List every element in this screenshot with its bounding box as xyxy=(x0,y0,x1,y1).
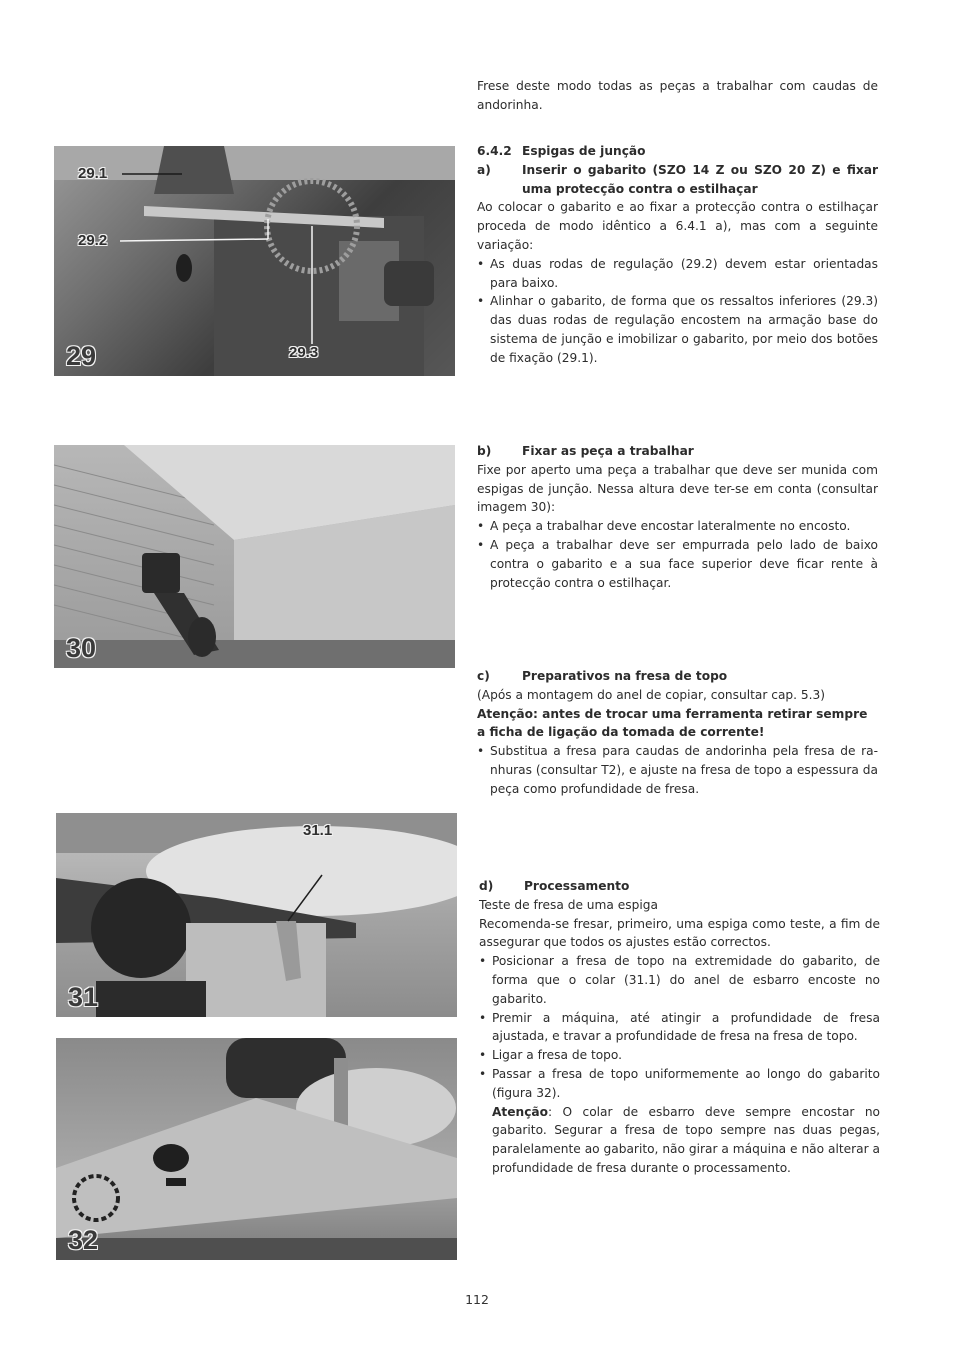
figure-31-photo xyxy=(56,813,457,1017)
callout-29-2: 29.2 xyxy=(78,232,108,249)
figure-32-photo xyxy=(56,1038,457,1260)
list-item: • As duas rodas de regulação (29.2) devem estar orientadas para baixo. xyxy=(477,255,878,293)
section-b-title: Fixar as peça a trabalhar xyxy=(522,444,694,458)
list-item: • Substitua a fresa para caudas de andorinha pela fresa de ranhuras (consultar T2), e ajuste na fresa de topo a espessura da peça como profundidade de fresa. xyxy=(477,742,878,798)
figure-32-number: 32 xyxy=(68,1225,99,1255)
figure-29-number: 29 xyxy=(66,341,97,371)
figure-30-number: 30 xyxy=(66,633,97,663)
intro-text: Frese deste modo todas as peças a trabalhar com caudas de andorinha. xyxy=(477,79,878,112)
section-b-intro: Fixe por aperto uma peça a trabalhar que deve ser munida com espigas de junção. Nessa altura deve ter-se em conta (consultar imagem 30): xyxy=(477,462,878,515)
section-d xyxy=(479,877,880,1178)
section-c-heading xyxy=(477,667,878,686)
section-642-a-label: a) xyxy=(477,162,491,177)
section-642-a-title: Inserir o gabarito (SZO 14 Z ou SZO 20 Z) e fixar uma protecção contra o estilhaçar xyxy=(522,162,878,196)
section-d-heading xyxy=(479,877,880,896)
list-item: • A peça a trabalhar deve encostar lateralmente no encosto. xyxy=(477,517,878,536)
section-d-attention-text: : O colar de esbarro deve sempre encostar no gabarito. Segurar a fresa de topo sempre nas duas pegas, paralelamente ao gabarito, não girar a máquina e não alterar a profundidade de fresa durante o processamento. xyxy=(492,1104,880,1175)
list-item: • Posicionar a fresa de topo na extremidade do gabarito, de forma que o colar (31.1) do anel de esbarro encoste no gabarito. xyxy=(479,952,880,1008)
list-item: • Ligar a fresa de topo. xyxy=(479,1046,880,1065)
list-item: • Premir a máquina, até atingir a profundidade de fresa ajustada, e travar a profundidade de fresa na fresa de topo. xyxy=(479,1009,880,1047)
section-642-intro: Ao colocar o gabarito e ao fixar a protecção contra o estilhaçar proceda de modo idêntico a 6.4.1 a), mas com a seguinte variação: xyxy=(477,200,878,252)
figure-29-drawing xyxy=(54,146,455,376)
section-d-line1: Teste de fresa de uma espiga xyxy=(479,897,658,912)
section-b-label: b) xyxy=(477,444,492,458)
section-c-title: Preparativos na fresa de topo xyxy=(522,669,728,683)
figure-32-drawing xyxy=(56,1038,457,1260)
section-c xyxy=(477,667,878,799)
figure-30-drawing xyxy=(54,445,455,668)
section-642 xyxy=(477,142,878,368)
section-c-note: (Após a montagem do anel de copiar, consultar cap. 5.3) xyxy=(477,687,826,702)
list-item: • Passar a fresa de topo uniformemente ao longo do gabarito (figura 32). xyxy=(479,1065,880,1103)
callout-29-3: 29.3 xyxy=(289,344,319,361)
section-642-heading xyxy=(477,142,878,161)
section-d-bullets xyxy=(479,952,880,1102)
page-number: 112 xyxy=(465,1292,489,1307)
figure-29-photo xyxy=(54,146,455,376)
section-c-bullets xyxy=(477,742,878,798)
section-b xyxy=(477,442,878,592)
section-c-warning: Atenção: antes de trocar uma ferramenta retirar sempre a ficha de ligação da tomada de corrente! xyxy=(477,706,868,740)
section-d-title: Processamento xyxy=(524,879,630,893)
section-642-title: Espigas de junção xyxy=(522,144,646,158)
section-d-label: d) xyxy=(479,879,494,893)
list-item: • A peça a trabalhar deve ser empurrada pelo lado de baixo contra o gabarito e a sua face superior deve ficar rente à protecção contra o estilhaçar. xyxy=(477,536,878,592)
figure-31-drawing xyxy=(56,813,457,1017)
section-d-attention-label: Atenção xyxy=(492,1104,549,1119)
figure-30-photo xyxy=(54,445,455,668)
section-642-number: 6.4.2 xyxy=(477,144,512,158)
section-642-a-heading xyxy=(477,161,878,199)
section-b-bullets xyxy=(477,517,878,592)
callout-31-1: 31.1 xyxy=(303,822,333,839)
figure-31-number: 31 xyxy=(68,982,99,1012)
section-c-label: c) xyxy=(477,669,490,683)
section-b-heading xyxy=(477,442,878,461)
intro-paragraph xyxy=(477,77,878,115)
section-d-line2: Recomenda-se fresar, primeiro, uma espiga como teste, a fim de assegurar que todos os ajustes estão correctos. xyxy=(479,916,880,950)
list-item: • Alinhar o gabarito, de forma que os ressaltos inferiores (29.3) das duas rodas de regulação encostem na armação base do sistema de junção e imobilizar o gabarito, por meio dos botões de fixação (29.1). xyxy=(477,292,878,367)
callout-29-1: 29.1 xyxy=(78,165,108,182)
section-d-attention xyxy=(479,1103,880,1178)
section-642-bullets xyxy=(477,255,878,368)
